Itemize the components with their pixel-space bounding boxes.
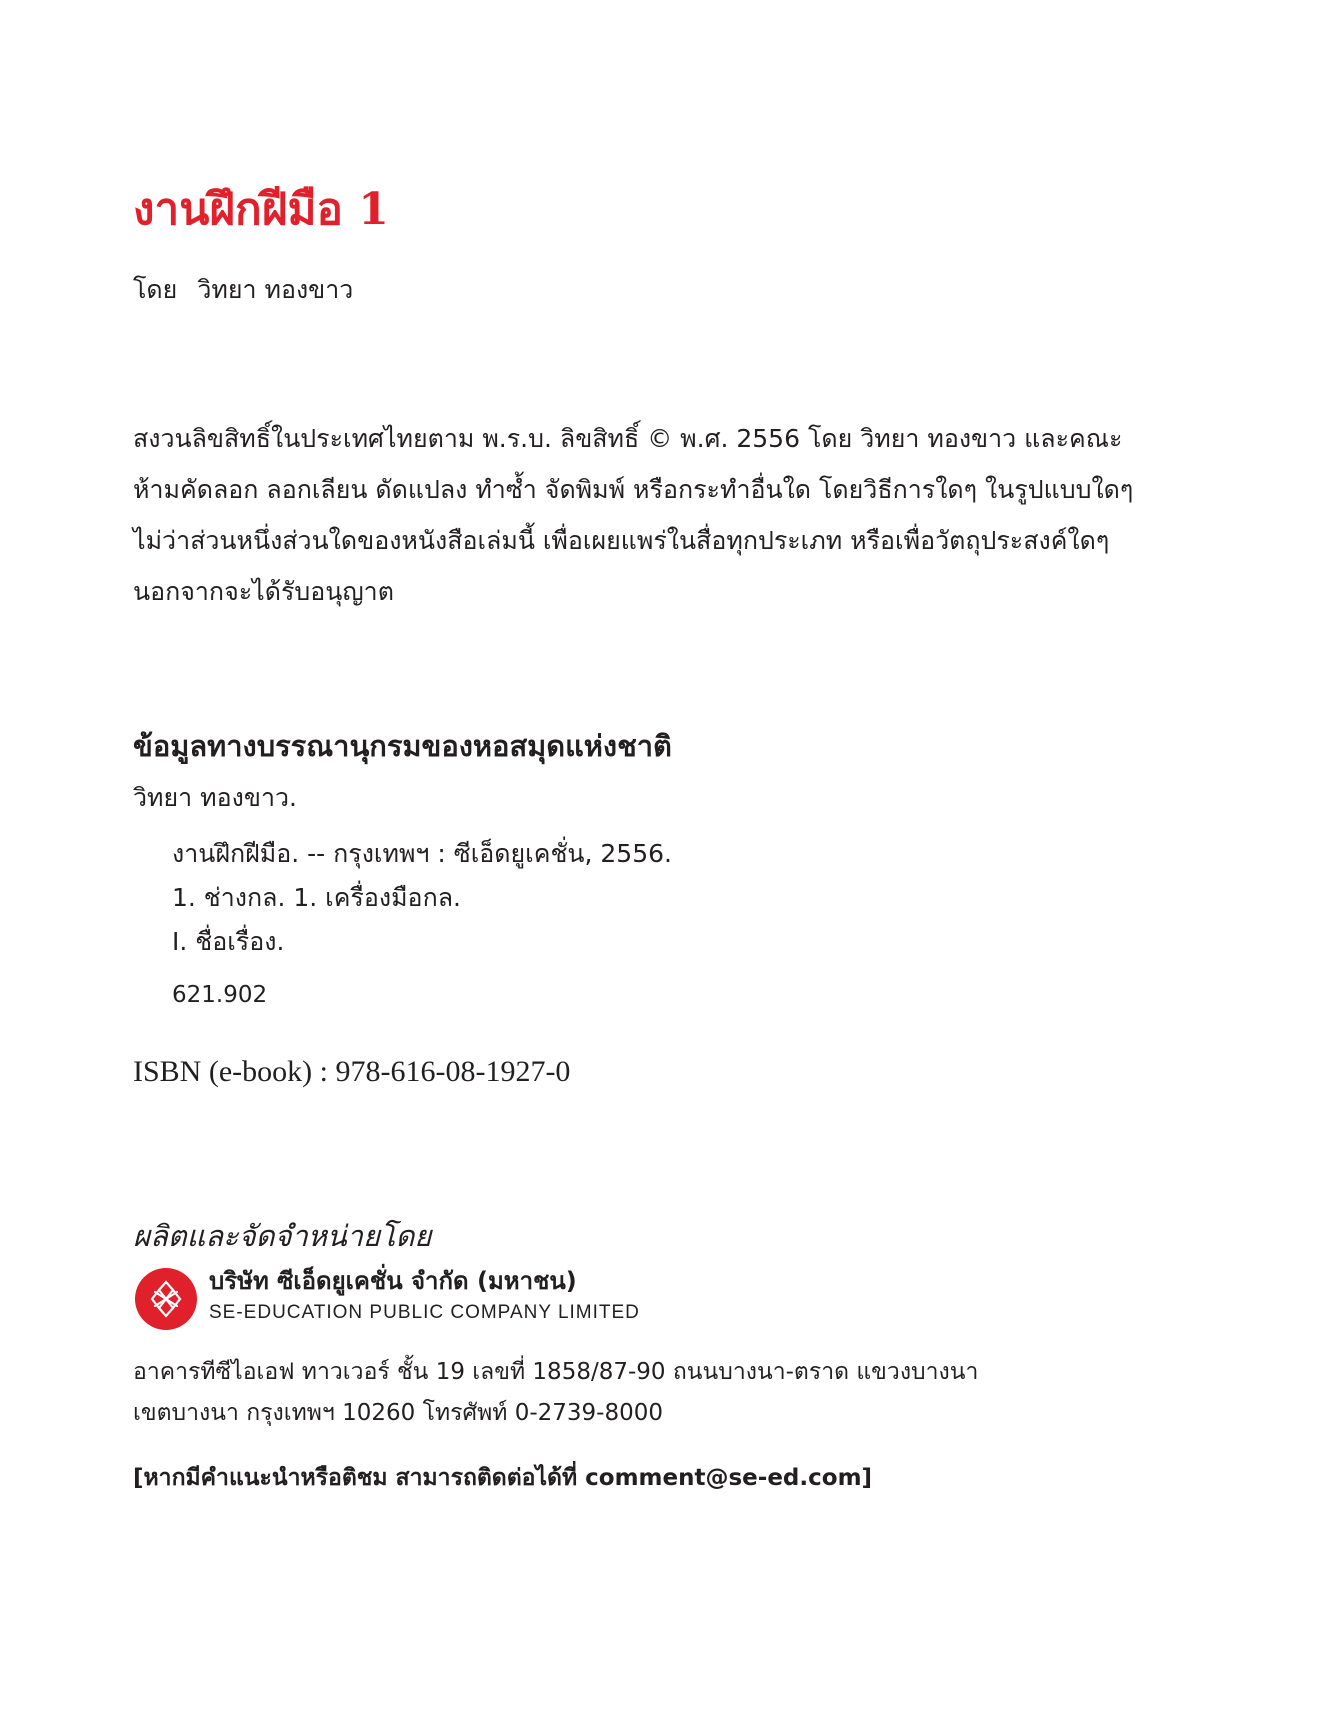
copyright-line: ไม่ว่าส่วนหนึ่งส่วนใดของหนังสือเล่มนี้ เพื่อเผยแพร่ในสื่อทุกประเภท หรือเพื่อวัตถุประสงค์ใดๆ [133,526,1110,555]
contact-note: [หากมีคำแนะนำหรือติชม สามารถติดต่อได้ที่ comment@se-ed.com] [133,1465,873,1491]
class-number: 621.902 [172,982,268,1008]
catalog-entry: งานฝึกฝีมือ. -- กรุงเทพฯ : ซีเอ็ดยูเคชั่น, 2556. [172,839,672,868]
copyright-notice [133,413,1133,617]
company-name-english: SE-EDUCATION PUBLIC COMPANY LIMITED [209,1302,640,1323]
byline [133,272,353,308]
company-address [133,1352,978,1434]
address-line: อาคารทีซีไอเอฟ ทาวเวอร์ ชั้น 19 เลขที่ 1858/87-90 ถนนบางนา-ตราด แขวงบางนา [133,1359,979,1385]
book-title: งานฝึกฝีมือ 1 [133,184,389,235]
catalog-heading: ข้อมูลทางบรรณานุกรมของหอสมุดแห่งชาติ [133,729,672,763]
se-ed-logo-icon [135,1268,197,1330]
copyright-line: สงวนลิขสิทธิ์ในประเทศไทยตาม พ.ร.บ. ลิขสิทธิ์ © พ.ศ. 2556 โดย วิทยา ทองขาว และคณะ [133,424,1123,453]
catalog-entry: 1. ช่างกล. 1. เครื่องมือกล. [172,883,461,912]
author-name: วิทยา ทองขาว [197,275,354,304]
catalog-entry: I. ชื่อเรื่อง. [172,927,285,956]
distributor-heading: ผลิตและจัดจำหน่ายโดย [133,1219,432,1253]
copyright-line: ห้ามคัดลอก ลอกเลียน ดัดแปลง ทำซ้ำ จัดพิมพ์ หรือกระทำอื่นใด โดยวิธีการใดๆ ในรูปแบบใดๆ [133,475,1134,504]
address-line: เขตบางนา กรุงเทพฯ 10260 โทรศัพท์ 0-2739-8000 [133,1400,664,1426]
company-name-thai: บริษัท ซีเอ็ดยูเคชั่น จำกัด (มหาชน) [209,1267,577,1295]
isbn: ISBN (e-book) : 978-616-08-1927-0 [133,1055,571,1088]
catalog-author: วิทยา ทองขาว. [133,783,297,812]
catalog-entries [172,832,672,964]
by-label: โดย [133,275,178,304]
copyright-line: นอกจากจะได้รับอนุญาต [133,577,394,606]
